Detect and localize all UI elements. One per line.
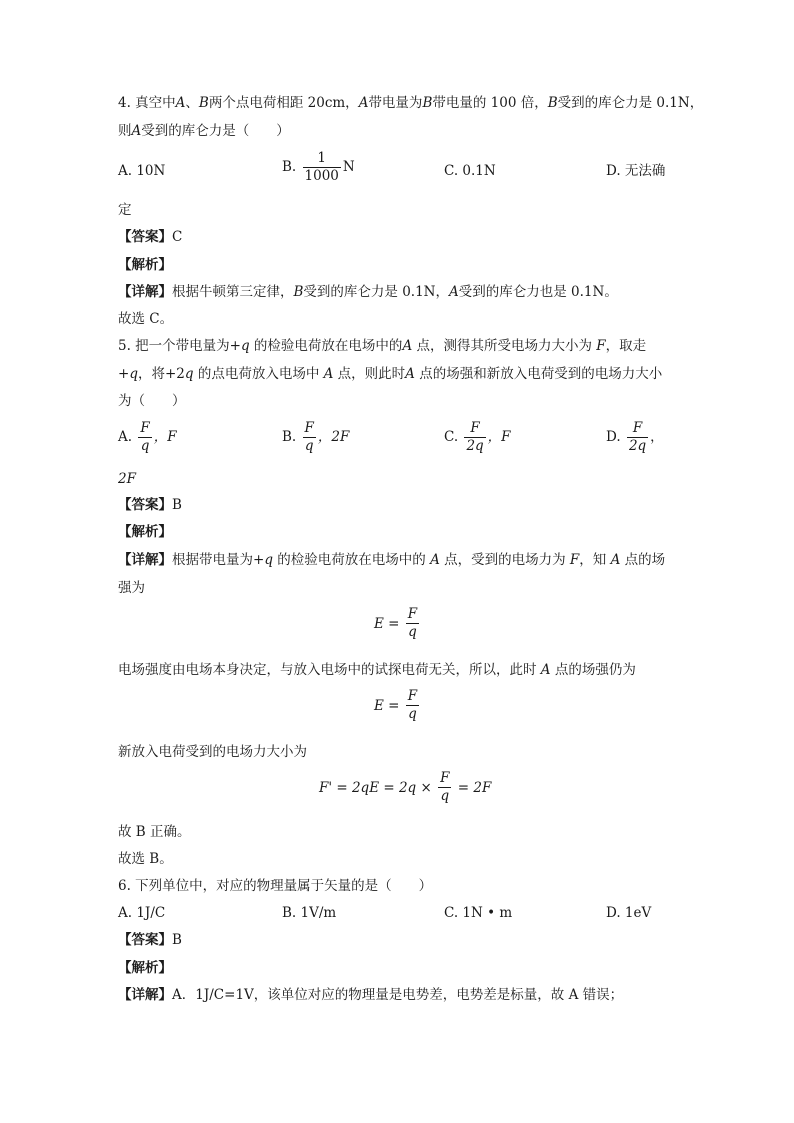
q4-detail [118,282,618,302]
q5-option-d-label: D. [606,429,621,445]
q5-option-c-rest: ，F [487,429,511,445]
q5-var-a: A [402,338,413,354]
q5-stem-line2 [118,364,662,384]
q5-var-q: q [184,366,194,382]
q5-var-f: F [569,552,580,568]
q4-option-d: D. 无法确 [606,163,666,179]
q5-option-a [118,420,177,455]
q6-answer [118,930,182,950]
equation-lhs: F' = 2qE = 2q × [319,779,432,796]
q4-var-b: B [198,95,209,111]
fraction-numerator: F [304,420,314,436]
q5-option-c-fraction [464,420,485,455]
q5-stem-line3: 为（ ） [118,393,186,409]
detail-text: A．1J/C=1V，该单位对应的物理量是电势差，电势差是标量，故 A 错误； [172,987,624,1003]
q4-option-a: A. 10N [118,163,166,179]
q4-stem-line1 [118,93,703,113]
q5-equation-2 [374,688,421,723]
q6-option-d: D. 1eV [606,905,652,921]
q5-stem-line1 [118,336,646,356]
q4-var-a: A [131,123,142,139]
fraction-numerator: F [464,420,485,438]
detail-text: 受到的库仑力是 0.1N， [303,284,449,300]
q6-stem: 6. 下列单位中，对应的物理量属于矢量的是（ ） [118,878,433,894]
q5-stem-text: 5. 把一个带电量为+ [118,338,241,354]
fraction-denominator: 2q [628,438,647,454]
q4-var-b: B [547,95,558,111]
fraction-denominator: q [304,438,314,454]
q5-option-d [606,420,664,455]
detail-tag: 【详解】 [118,987,172,1003]
detail-text: 根据牛顿第三定律， [172,284,294,300]
q4-stem-text: 则 [118,123,132,139]
q4-analysis-heading: 【解析】 [118,257,172,273]
equation-fraction [406,606,419,641]
answer-value: B [172,497,182,513]
q5-var-q: q [264,552,273,568]
q5-option-b-fraction [303,420,316,455]
q5-option-c [444,420,511,455]
q6-option-c: C. 1N • m [444,905,513,921]
q5-equation-3 [319,770,491,805]
q5-option-b [282,420,349,455]
q5-stem-text: 点的场强和新放入电荷受到的电场力大小 [414,366,663,382]
fraction-denominator: q [140,438,150,454]
fraction-denominator: q [408,706,417,722]
q5-var-a: A [405,366,415,382]
q5-paragraph-2 [118,660,636,680]
fraction-denominator: q [440,788,450,804]
q5-paragraph-3: 新放入电荷受到的电场力大小为 [118,744,307,760]
q4-var-a: A [175,95,186,111]
fraction-numerator: F [440,770,450,786]
answer-tag: 【答案】 [118,229,172,245]
q4-var-b: B [422,95,433,111]
answer-value: B [172,932,182,948]
q4-stem-text: 受到的库仑力是 0.1N， [557,95,704,111]
fraction-denominator: 2q [466,438,484,454]
detail-text: 受到的库仑力也是 0.1N。 [458,284,618,300]
q4-stem-text: 4. 真空中 [118,95,176,111]
q5-option-d-rest: ， [650,429,664,445]
q5-var-a: A [430,552,440,568]
equation-fraction [438,770,451,805]
equation-lhs: E = [374,697,400,714]
fraction-numerator: F [627,420,648,438]
q4-option-b-unit: N [342,159,355,175]
q4-option-b-label: B. [282,159,297,175]
q5-option-c-label: C. [444,429,459,445]
q5-var-q: q [129,366,138,382]
q5-option-d-fraction [627,420,648,455]
detail-tag: 【详解】 [118,284,172,300]
q5-stem-text: 的点电荷放入电场中 [193,366,324,382]
q4-var-b: B [293,284,304,300]
fraction-denominator: q [408,624,417,640]
answer-tag: 【答案】 [118,932,172,948]
detail-text: ，知 [579,552,611,568]
fraction-numerator: F [407,688,418,704]
q5-equation-1 [374,606,421,641]
q5-var-a: A [540,662,551,678]
q5-var-a: A [610,552,621,568]
detail-text: 根据带电量为+ [172,552,265,568]
detail-tag: 【详解】 [118,552,172,568]
detail-text: 的检验电荷放在电场中的 [272,552,431,568]
q4-stem-line2 [118,121,290,141]
q6-analysis-heading: 【解析】 [118,960,172,976]
answer-value: C [172,229,183,245]
q5-result: 故 B 正确。 [118,824,191,840]
q5-stem-text: 点，测得其所受电场力大小为 [412,338,597,354]
equation-fraction [406,688,419,723]
q5-var-q: q [240,338,250,354]
q4-option-c: C. 0.1N [444,163,496,179]
q5-stem-text: ，取走 [605,338,647,354]
fraction-numerator: F [140,420,150,436]
q6-detail [118,985,623,1005]
answer-tag: 【答案】 [118,497,172,513]
q5-option-a-fraction [138,420,151,455]
q5-option-a-rest: ，F [153,429,177,445]
q5-var-a: A [323,366,334,382]
fraction-numerator: 1 [303,150,341,168]
detail-text: 点，受到的电场力为 [439,552,570,568]
q4-stem-text: 带电量为 [368,95,423,111]
fraction-denominator: 1000 [304,168,339,184]
q5-option-b-label: B. [282,429,297,445]
detail-text: 电场强度由电场本身决定，与放入电场中的试探电荷无关，所以，此时 [118,662,541,678]
q4-stem-text: 两个点电荷相距 20cm， [208,95,359,111]
q5-var-f: F [596,338,606,354]
q5-detail-line1 [118,550,665,570]
q4-stem-text: 受到的库仑力是（ ） [141,123,290,139]
fraction-numerator: F [407,606,418,622]
equation-lhs: E = [374,615,400,632]
q5-stem-text: 的检验电荷放在电场中的 [249,338,403,354]
q5-stem-text: ，将+2 [137,366,185,382]
detail-text: 点的场 [620,552,666,568]
q5-option-b-rest: ，2F [317,429,350,445]
q6-option-a: A. 1J/C [118,905,166,921]
q6-option-b: B. 1V/m [282,905,337,921]
q5-detail-line2: 强为 [118,580,145,596]
q5-conclusion: 故选 B。 [118,851,173,867]
q4-var-a: A [449,284,459,300]
q5-option-a-label: A. [118,429,133,445]
q4-stem-text: 、 [185,95,199,111]
detail-text: 点的场强仍为 [550,662,636,678]
q4-option-b-fraction [303,150,341,185]
q4-option-b [282,150,355,185]
q5-option-d-wrap: 2F [118,471,136,487]
q5-answer [118,495,182,515]
q4-stem-text: 带电量的 100 倍， [432,95,548,111]
q4-conclusion: 故选 C。 [118,311,174,327]
q4-option-d-wrap: 定 [118,202,132,218]
q5-stem-text: 点，则此时 [333,366,406,382]
q5-analysis-heading: 【解析】 [118,524,172,540]
equation-rhs: = 2F [457,779,492,796]
q5-stem-text: + [118,366,130,382]
q4-var-a: A [358,95,369,111]
q4-answer [118,227,182,247]
